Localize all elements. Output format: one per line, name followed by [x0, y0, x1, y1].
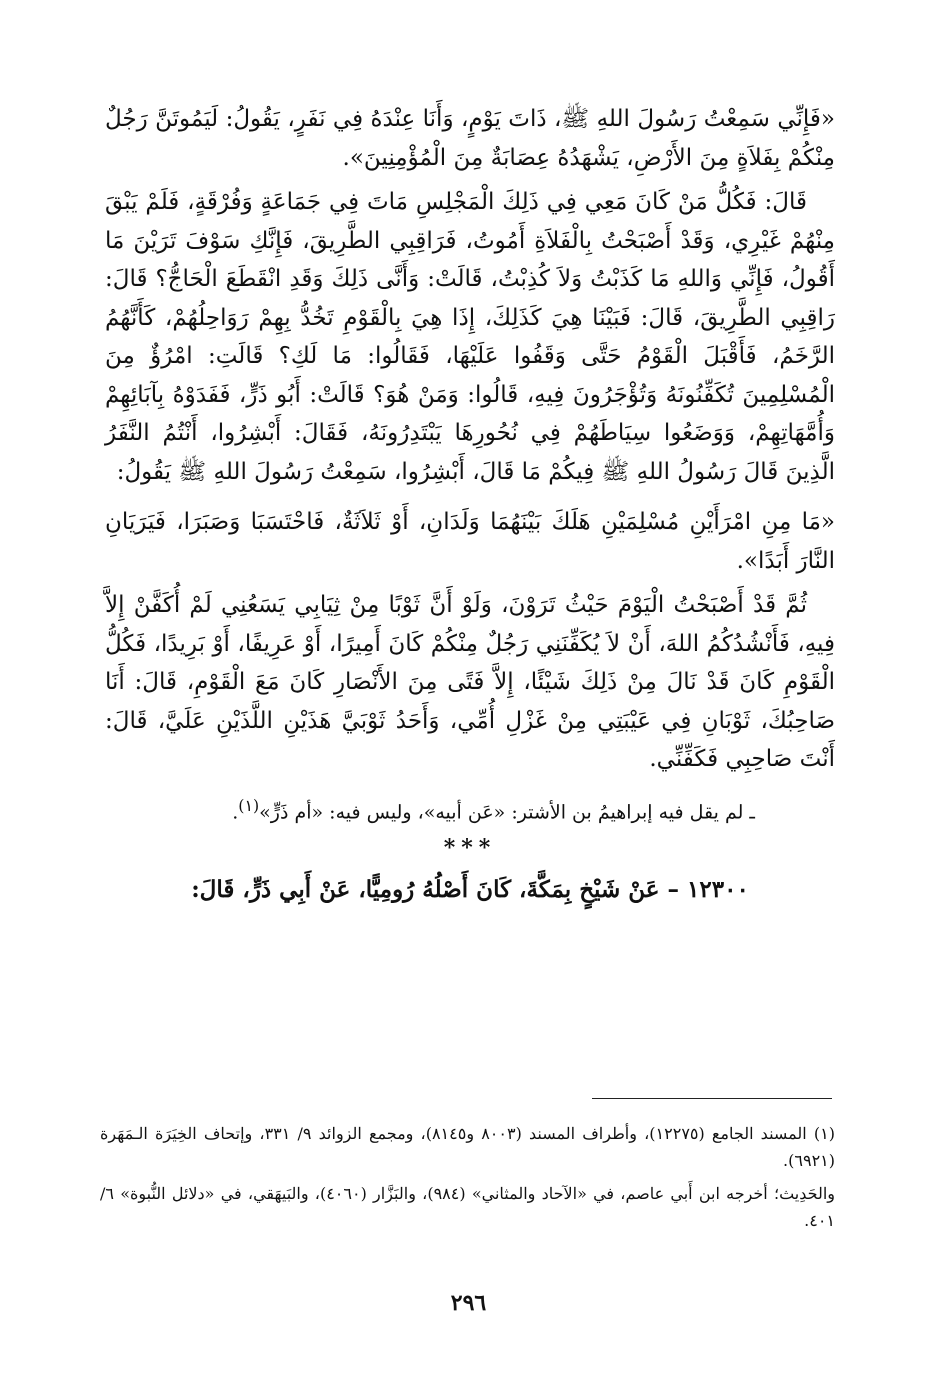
page-number: ٢٩٦ — [450, 1290, 487, 1316]
section-separator: *** — [443, 834, 497, 861]
footnotes — [100, 1120, 835, 1240]
hadith-number: ١٢٣٠٠ — [687, 875, 749, 903]
hadith-heading: ١٢٣٠٠ – عَنْ شَيْخٍ بِمَكَّةَ، كَانَ أَصْلُهُ رُومِيًّا، عَنْ أَبِي ذَرٍّ، قَالَ: — [191, 875, 749, 903]
footnote-item: والحَدِيث؛ أخرجه ابن أَبي عاصم، في «الآحاد والمثاني» (٩٨٤)، والبَزَّار (٤٠٦٠)، والبَيهَقي، في «دلائل النُّبوة» ٦/ ٤٠١. — [100, 1184, 835, 1230]
hadith-text-paragraph: «فَإِنِّي سَمِعْتُ رَسُولَ اللهِ ﷺ، ذَاتَ يَوْمٍ، وَأَنَا عِنْدَهُ فِي نَفَرٍ، يَقُولُ: لَيَمُوتَنَّ رَجُلٌ مِنْكُمْ بِفَلاَةٍ مِنَ الأَرْضِ، يَشْهَدُهُ عِصَابَةٌ مِنَ الْمُؤْمِنِينَ». — [105, 106, 835, 171]
page-body — [105, 100, 835, 909]
editor-note: ـ لم يقل فيه إبراهيمُ بن الأشتر: «عَن أبيه»، وليس فيه: «أم ذَرٍّ»$^{(١)}$. — [232, 795, 755, 823]
editor-note-text: ـ لم يقل فيه إبراهيمُ بن الأشتر: «عَن أبيه»، وليس فيه: «أم ذَرٍّ» — [259, 800, 755, 823]
footnote-item: (١) المسند الجامع (١٢٢٧٥)، وأطراف المسند (٨٠٠٣ و٨١٤٥)، ومجمع الزوائد ٩/ ٣٣١، وإتحاف الخِيَرَة الـمَهَرة (٦٩٢١). — [100, 1124, 835, 1170]
footnote-divider — [592, 1098, 832, 1099]
narration-paragraph: ثُمَّ قَدْ أَصْبَحْتُ الْيَوْمَ حَيْثُ تَرَوْنَ، وَلَوْ أَنَّ ثَوْبًا مِنْ ثِيَابِي يَسَعُنِي لَمْ أُكَفَّنْ إِلاَّ فِيهِ، فَأَنْشُدُكُمُ اللهَ، أَنْ لاَ يُكَفِّنَنِي رَجُلٌ مِنْكُمْ كَانَ أَمِيرًا، أَوْ عَرِيفًا، أَوْ بَرِيدًا، فَكُلُّ الْقَوْمِ كَانَ قَدْ نَالَ مِنْ ذَلِكَ شَيْئًا، إِلاَّ فَتًى مِنَ الأَنْصَارِ كَانَ مَعَ الْقَوْمِ، قَالَ: أَنَا صَاحِبُكَ، ثَوْبَانِ فِي عَيْبَتِي مِنْ غَزْلِ أُمِّي، وَأَحَدُ ثَوْبَيَّ هَذَيْنِ اللَّذَيْنِ عَلَيَّ، قَالَ: أَنْتَ صَاحِبِي فَكَفِّنِّي. — [105, 592, 835, 772]
hadith-heading-text: عَنْ شَيْخٍ بِمَكَّةَ، كَانَ أَصْلُهُ رُومِيًّا، عَنْ أَبِي ذَرٍّ، قَالَ: — [191, 875, 660, 903]
hadith-text-paragraph: «مَا مِنِ امْرَأَيْنِ مُسْلِمَيْنِ هَلَكَ بَيْنَهُمَا وَلَدَانِ، أَوْ ثَلاَثَةٌ، فَاحْتَسَبَا وَصَبَرَا، فَيَرَيَانِ النَّارَ أَبَدًا». — [105, 509, 835, 574]
footnote-marker: (١) — [238, 795, 260, 815]
narration-paragraph: قَالَ: فَكُلُّ مَنْ كَانَ مَعِي فِي ذَلِكَ الْمَجْلِسِ مَاتَ فِي جَمَاعَةٍ وَفُرْقَةٍ، فَلَمْ يَبْقَ مِنْهُمْ غَيْرِي، وَقَدْ أَصْبَحْتُ بِالْفَلاَةِ أَمُوتُ، فَرَاقِبِي الطَّرِيقَ، فَإِنَّكِ سَوْفَ تَرَيْنَ مَا أَقُولُ، فَإِنِّي وَاللهِ مَا كَذَبْتُ وَلاَ كُذِبْتُ، قَالَتْ: وَأَنَّى ذَلِكَ وَقَدِ انْقَطَعَ الْحَاجُّ؟ قَالَ: رَاقِبِي الطَّرِيقَ، قَالَ: فَبَيْنَا هِيَ كَذَلِكَ، إِذَا هِيَ بِالْقَوْمِ تَخُدُّ بِهِمْ رَوَاحِلُهُمْ، كَأَنَّهُمُ الرَّخَمُ، فَأَقْبَلَ الْقَوْمُ حَتَّى وَقَفُوا عَلَيْهَا، فَقَالُوا: مَا لَكِ؟ قَالَتِ: امْرُؤٌ مِنَ الْمُسْلِمِينَ تُكَفِّنُونَهُ وَتُؤْجَرُونَ فِيهِ، قَالُوا: وَمَنْ هُوَ؟ قَالَتْ: أَبُو ذَرٍّ، فَفَدَوْهُ بِآبَائِهِمْ وَأُمَّهَاتِهِمْ، وَوَضَعُوا سِيَاطَهُمْ فِي نُحُورِهَا يَبْتَدِرُونَهُ، فَقَالَ: أَبْشِرُوا، أَنْتُمُ النَّفَرُ الَّذِينَ قَالَ رَسُولُ اللهِ ﷺ فِيكُمْ مَا قَالَ، أَبْشِرُوا، سَمِعْتُ رَسُولَ اللهِ ﷺ يَقُولُ: — [105, 189, 835, 485]
